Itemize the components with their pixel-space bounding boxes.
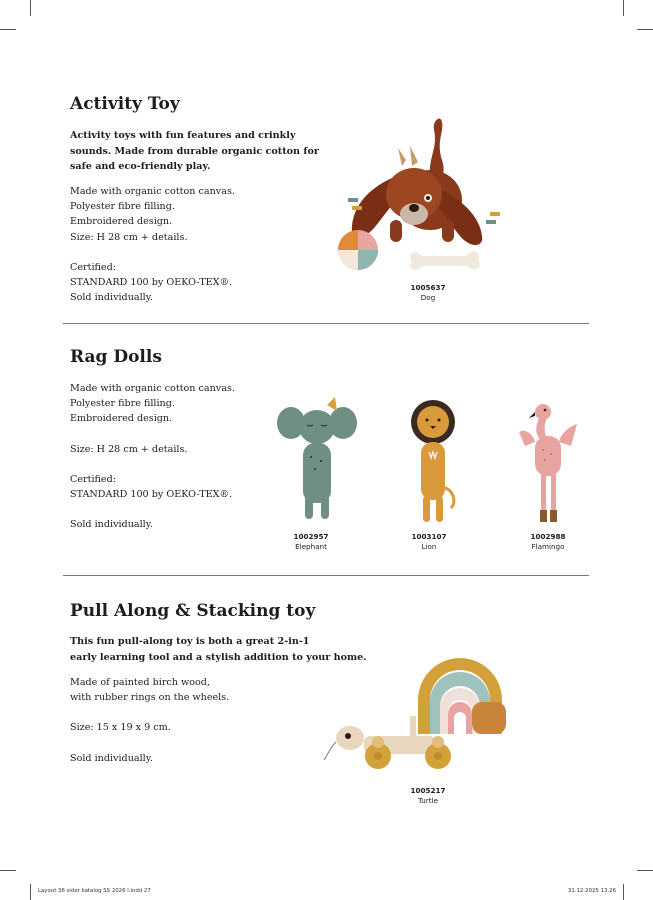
section-body <box>70 675 229 766</box>
crop-mark <box>30 0 31 16</box>
elephant-doll-image <box>275 395 360 523</box>
spacer <box>70 502 235 517</box>
body-line: Certified: <box>70 473 116 485</box>
section-divider <box>63 575 589 576</box>
spacer <box>70 427 235 442</box>
section-title-rag-dolls: Rag Dolls <box>70 347 162 367</box>
product-code: 1002957 <box>293 532 329 541</box>
product-name: Lion <box>421 542 437 551</box>
footer-file-slug: Layout 36 sider katalog SS 2026 l.indd 27 <box>38 888 151 894</box>
body-line: Certified: <box>70 261 116 273</box>
product-name: Flamingo <box>531 542 565 551</box>
dog-toy-image <box>330 108 500 280</box>
turtle-pull-toy-image <box>322 650 512 774</box>
body-line: Sold individually. <box>70 519 153 531</box>
section-body <box>70 381 235 532</box>
product-code: 1002988 <box>530 532 566 541</box>
product-caption <box>271 532 351 552</box>
product-name: Dog <box>420 293 436 302</box>
body-line: Size: H 28 cm + details. <box>70 231 188 243</box>
product-code: 1005217 <box>410 786 446 795</box>
lead-line: early learning tool and a stylish addition to your home. <box>70 651 367 663</box>
body-line: Made with organic cotton canvas. <box>70 383 235 394</box>
body-line: Made with organic cotton canvas. <box>70 186 235 197</box>
body-line: Size: H 28 cm + details. <box>70 443 188 455</box>
body-line: Sold individually. <box>70 752 153 764</box>
crop-mark <box>623 884 624 900</box>
body-line: STANDARD 100 by OEKO-TEX®. <box>70 277 233 289</box>
body-line: with rubber rings on the wheels. <box>70 692 230 704</box>
body-line: Polyester fibre filling. <box>70 201 175 213</box>
crop-mark <box>637 870 653 871</box>
body-line: STANDARD 100 by OEKO-TEX®. <box>70 489 233 501</box>
lead-line: Activity toys with fun features and crinkly <box>70 130 296 141</box>
product-code: 1003107 <box>411 532 447 541</box>
section-title-pull-along: Pull Along & Stacking toy <box>70 601 316 621</box>
product-code: 1005637 <box>410 283 446 292</box>
lead-line: sounds. Made from durable organic cotton for <box>70 145 319 157</box>
product-caption <box>388 786 468 806</box>
crop-mark <box>623 0 624 16</box>
crop-mark <box>0 29 16 30</box>
body-line: Embroidered design. <box>70 413 173 425</box>
crop-mark <box>0 870 16 871</box>
product-name: Elephant <box>295 542 327 551</box>
section-lead <box>70 128 319 175</box>
section-title-activity-toy: Activity Toy <box>70 94 180 114</box>
spacer <box>70 705 229 720</box>
spacer <box>70 457 235 472</box>
crop-mark <box>637 29 653 30</box>
body-line: Polyester fibre filling. <box>70 398 175 410</box>
body-line: Embroidered design. <box>70 216 173 228</box>
product-caption <box>508 532 588 552</box>
body-line: Sold individually. <box>70 292 153 304</box>
lead-line: This fun pull-along toy is both a great 2-in-1 <box>70 636 310 647</box>
lion-doll-image <box>405 398 461 526</box>
section-body <box>70 184 235 305</box>
lead-line: safe and eco-friendly play. <box>70 161 211 172</box>
body-line: Made of painted birch wood, <box>70 677 210 688</box>
footer-timestamp: 31.12.2025 13.26 <box>568 888 617 894</box>
flamingo-doll-image <box>515 402 581 526</box>
crop-mark <box>30 884 31 900</box>
product-caption <box>388 283 468 303</box>
section-divider <box>63 323 589 324</box>
product-caption <box>389 532 469 552</box>
spacer <box>70 245 235 260</box>
spacer <box>70 736 229 751</box>
body-line: Size: 15 x 19 x 9 cm. <box>70 722 171 734</box>
product-name: Turtle <box>417 796 439 805</box>
